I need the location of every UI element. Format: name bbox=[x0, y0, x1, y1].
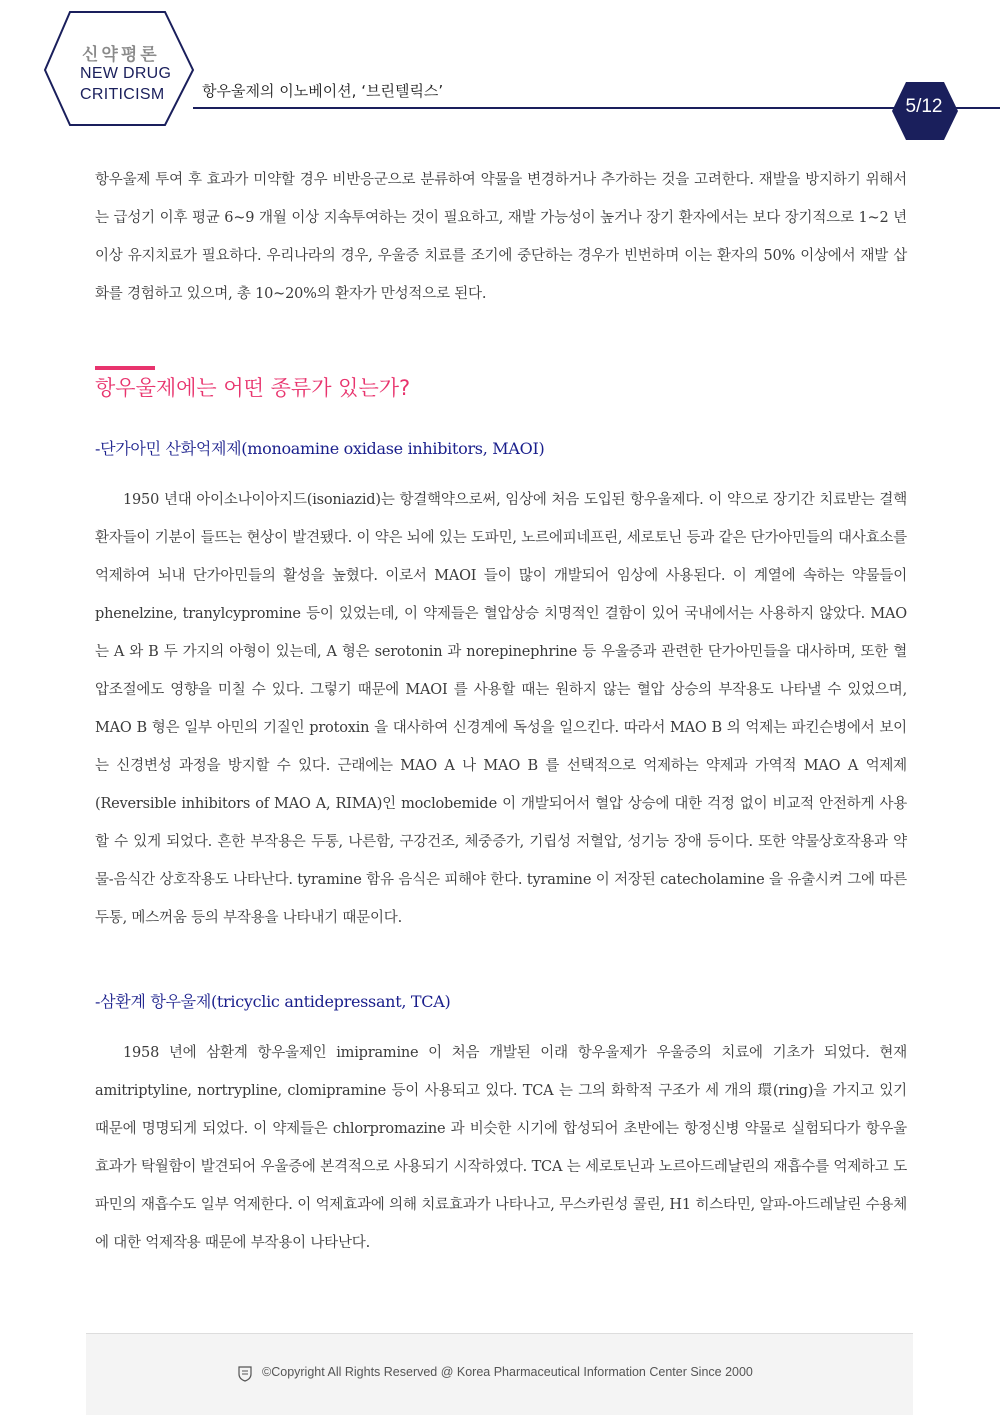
shield-emblem-icon bbox=[238, 1366, 252, 1382]
section-title: 항우울제에는 어떤 종류가 있는가? bbox=[95, 376, 411, 400]
logo-english-line2: CRITICISM bbox=[80, 86, 165, 103]
intro-paragraph: 항우울제 투여 후 효과가 미약할 경우 비반응군으로 분류하여 약물을 변경하거나 추가하는 것을 고려한다. 재발을 방지하기 위해서는 급성기 이후 평균 6~9 개월 이상 지속투여하는 것이 필요하고, 재발 가능성이 높거나 장기 환자에서는 보다 장기적으로 1~2 년 이상 유지치료가 필요하다. 우리나라의 경우, 우울증 치료를 조기에 중단하는 경우가 빈번하며 이는 환자의 50% 이상에서 재발 삽화를 경험하고 있으며, 총 10~20%의 환자가 만성적으로 된다. bbox=[95, 172, 907, 302]
page-number: 5/12 bbox=[905, 96, 943, 117]
logo-korean-text: 신약평론 bbox=[82, 45, 160, 65]
tca-subtitle: -삼환계 항우울제(tricyclic antidepressant, TCA) bbox=[95, 992, 451, 1011]
article-title: 항우울제의 이노베이션, ‘브린텔릭스’ bbox=[202, 82, 444, 100]
maoi-subtitle: -단가아민 산화억제제(monoamine oxidase inhibitors, MAOI) bbox=[95, 439, 545, 458]
logo-english-line1: NEW DRUG bbox=[80, 65, 172, 82]
tca-paragraph: 1958 년에 삼환계 항우울제인 imipramine 이 처음 개발된 이래 항우울제가 우울증의 치료에 기초가 되었다. 현재 amitriptyline, nortrypline, clomipramine 등이 사용되고 있다. TCA 는 그의 화학적 구조가 세 개의 環(ring)을 가지고 있기 때문에 명명되게 되었다. 이 약제들은 chlorpromazine 과 비슷한 시기에 합성되어 초반에는 항정신병 약물로 실험되다가 항우울 효과가 탁월함이 발견되어 우울증에 본격적으로 사용되기 시작하였다. TCA 는 세로토닌과 노르아드레날린의 재흡수를 억제하고 도파민의 재흡수도 일부 억제한다. 이 억제효과에 의해 치료효과가 나타나고, 무스카린성 콜린, H1 히스타민, 알파-아드레날린 수용체에 대한 억제작용 때문에 부작용이 나타난다. bbox=[95, 1045, 907, 1251]
page-footer bbox=[86, 1333, 913, 1415]
page-header bbox=[0, 0, 1000, 150]
maoi-paragraph: 1950 년대 아이소나이아지드(isoniazid)는 항결핵약으로써, 임상에 처음 도입된 항우울제다. 이 약으로 장기간 치료받는 결핵 환자들이 기분이 들뜨는 현상이 발견됐다. 이 약은 뇌에 있는 도파민, 노르에피네프린, 세로토닌 등과 같은 단가아민들의 대사효소를 억제하여 뇌내 단가아민들의 활성을 높혔다. 이로서 MAOI 들이 많이 개발되어 임상에 사용된다. 이 계열에 속하는 약물들이 phenelzine, tranylcypromine 등이 있었는데, 이 약제들은 혈압상승 치명적인 결함이 있어 국내에서는 사용하지 않았다. MAO 는 A 와 B 두 가지의 아형이 있는데, A 형은 serotonin 과 norepinephrine 등 우울증과 관련한 단가아민들을 대사하며, 또한 혈압조절에도 영향을 미칠 수 있다. 그렇기 때문에 MAOI 를 사용할 때는 원하지 않는 혈압 상승의 부작용도 나타낼 수 있었으며, MAO B 형은 일부 아민의 기질인 protoxin 을 대사하여 신경계에 독성을 일으킨다. 따라서 MAO B 의 억제는 파킨슨병에서 보이는 신경변성 과정을 방지할 수 있다. 근래에는 MAO A 나 MAO B 를 선택적으로 억제하는 약제과 가역적 MAO A 억제제(Reversible inhibitors of MAO A, RIMA)인 moclobemide 이 개발되어서 혈압 상승에 대한 걱정 없이 비교적 안전하게 사용할 수 있게 되었다. 흔한 부작용은 두통, 나른함, 구강건조, 체중증가, 기립성 저혈압, 성기능 장애 등이다. 또한 약물상호작용과 약물-음식간 상호작용도 나타난다. tyramine 함유 음식은 피해야 한다. tyramine 이 저장된 catecholamine 을 유출시켜 그에 따른 두통, 메스꺼움 등의 부작용을 나타내기 때문이다. bbox=[95, 492, 907, 926]
section-accent-bar bbox=[95, 366, 155, 370]
copyright-text: ©Copyright All Rights Reserved @ Korea Pharmaceutical Information Center Since 2000 bbox=[262, 1365, 753, 1379]
